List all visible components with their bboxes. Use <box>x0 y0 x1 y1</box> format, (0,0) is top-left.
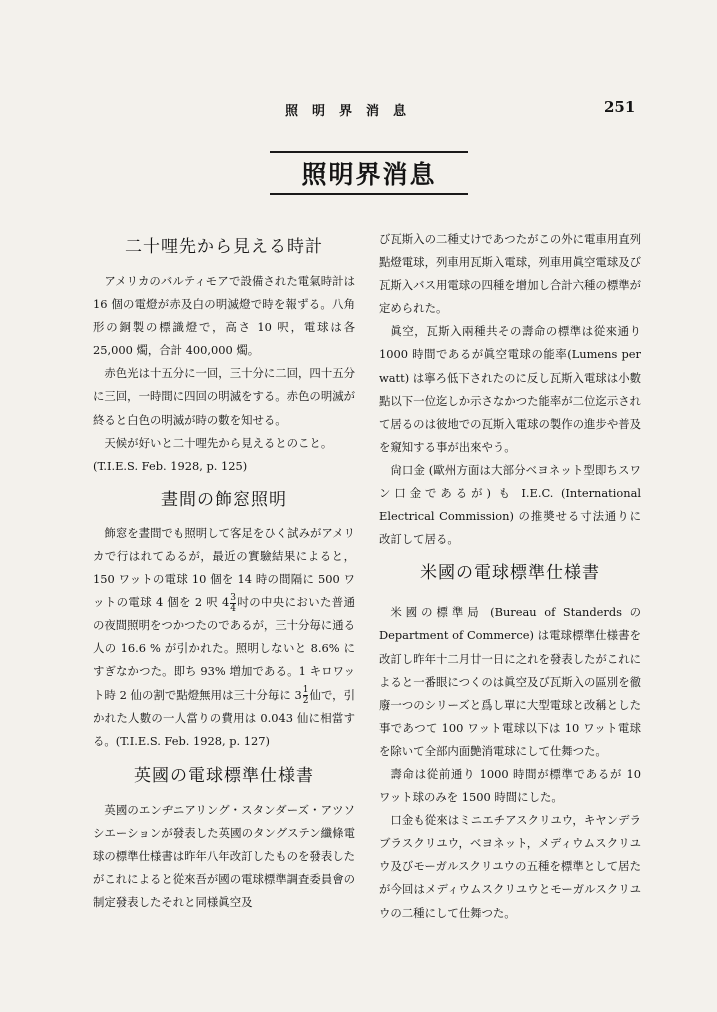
article-paragraph: 眞空，瓦斯入兩種共その壽命の標準は從來通り 1000 時間であるが眞空電球の能率(Lumens per watt) は寧ろ低下されたのに反し瓦斯入電球は小數點以下一位迄しか示さなかつた能率が二位迄示されて居るのは彼地での瓦斯入電球の製作の進步や普及を窺知する事が出來やう。 <box>379 324 641 454</box>
article-heading-us-standard: 米國の電球標準仕様書 <box>420 563 600 584</box>
article-uk-standard <box>93 753 355 914</box>
fraction <box>303 685 309 706</box>
article-heading-uk-standard: 英國の電球標準仕様書 <box>134 765 314 786</box>
paragraph-text: 仙で，引かれた人數の一人當りの費用は 0.043 仙に相當する。(T.I.E.S. Feb. 1928, p. 127) <box>93 687 356 748</box>
right-column <box>379 228 641 925</box>
article-heading-clock: 二十哩先から見える時計 <box>125 237 323 257</box>
article-shop-window <box>93 478 355 753</box>
fraction <box>230 593 236 614</box>
article-paragraph: 口金も從來はミニエチアスクリユウ，キヤンデラブラスクリユウ，ベヨネット，メディウムスクリユウ及びモーガルスクリユウの五種を標準として居たが今回はメディウムスクリユウとモーガルスクリユウの二種にして仕舞つた。 <box>379 813 641 920</box>
fraction-denominator: 4 <box>230 603 236 614</box>
article-heading-shop-window: 晝間の飾窓照明 <box>161 489 287 510</box>
running-title: 照明界消息 <box>285 104 421 119</box>
article-clock <box>93 232 355 478</box>
fraction-numerator: 3 <box>230 592 236 603</box>
article-paragraph: び瓦斯入の二種丈けであつたがこの外に電車用直列點燈電球，列車用瓦斯入電球，列車用眞空電球及び瓦斯入バス用電球の四種を增加し合計六種の標準が定められた。 <box>379 232 641 316</box>
paragraph-text: 飾窓を晝間でも照明して客足をひく試みがアメリカで行はれてゐるが，最近の實驗結果によると，150 ワットの電球 10 個を 14 時の間隔に 500 ワットの電球 4 個を 2 呎 4 <box>93 525 355 610</box>
article-paragraph: 米國の標準局 (Bureau of Standerds の Department of Commerce) は電球標準仕様書を改訂し昨年十二月廿一日に之れを發表したがこれによると一番眼につくのは眞空及び瓦斯入の區別を徹廢一つのシリーズと爲し單に大型電球と改稱とした事であつて 100 ワット電球以下は 10 ワット電球を除いて全部内面艶消電球にして仕舞つた。 <box>379 605 641 758</box>
article-paragraph: 壽命は從前通り 1000 時間が標準であるが 10 ワット球のみを 1500 時間にした。 <box>379 766 641 805</box>
article-paragraph <box>93 522 355 753</box>
article-paragraph: 英國のエンヂニアリング・スタンダーズ・アツソシエーションが發表した英國のタングステン纖條電球の標準仕様書は昨年八年改訂したものを發表したがこれによると從來吾が國の電球標準調査委員會の制定發表したそれと同様眞空及 <box>93 802 355 910</box>
page-number: 251 <box>604 98 636 116</box>
title-rule-bottom <box>270 193 468 195</box>
fraction-numerator: 1 <box>302 685 309 695</box>
article-paragraph: 天候が好いと二十哩先から見えるとのこと。 <box>104 435 333 450</box>
article-paragraph: 尙口金 (歐州方面は大部分ベヨネット型即ちスワン口金であるが) も I.E.C. (International Electrical Commission) の推奬せる寸法通りに改訂して居る。 <box>379 462 641 547</box>
article-uk-standard-continued <box>379 228 641 551</box>
article-reference: (T.I.E.S. Feb. 1928, p. 125) <box>93 458 248 473</box>
article-paragraph: アメリカのバルティモアで設備された電氣時計は 16 個の電燈が赤及白の明滅燈で時を報ずる。八角形の銅製の標識燈で，高さ 10 呎，電球は各 25,000 燭，合計 400,000 燭。 <box>93 274 355 358</box>
main-title: 照明界消息 <box>301 160 437 189</box>
paragraph-text: 吋の中央においた普通の夜間照明をつかつたのであるが，三十分毎に通る人の 16.6 % が引かれた。照明しないと 8.6% にすぎなかつた。即ち 93% 増加である。1 キロワット時 2 仙の割で點燈無用は三十分毎に 3 <box>93 595 355 702</box>
article-us-standard <box>379 551 641 924</box>
left-column <box>93 228 355 914</box>
title-rule-top <box>270 151 468 153</box>
article-paragraph: 赤色光は十五分に一回，三十分に二回，四十五分に三回，一時間に四回の明滅をする。赤色の明滅が終ると白色の明滅が時の數を知せる。 <box>93 366 355 427</box>
fraction-denominator: 2 <box>302 696 309 706</box>
